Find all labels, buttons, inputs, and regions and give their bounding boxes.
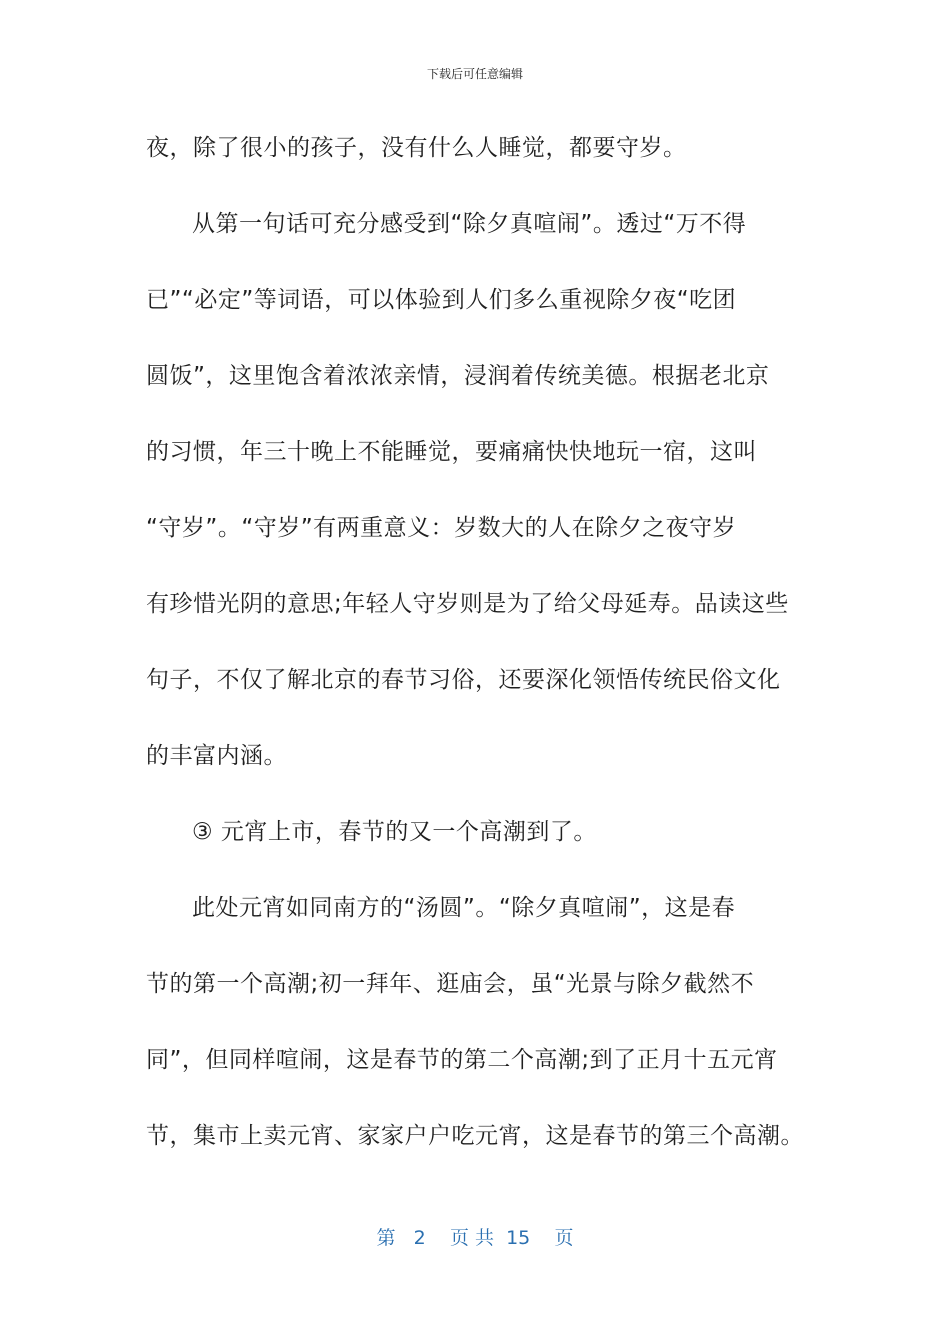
text-line: 圆饭”，这里饱含着浓浓亲情，浸润着传统美德。根据老北京 — [146, 363, 770, 389]
text-line: 同”，但同样喧闹，这是春节的第二个高潮;到了正月十五元宵 — [146, 1047, 778, 1073]
text-line: 夜，除了很小的孩子，没有什么人睡觉，都要守岁。 — [146, 135, 687, 161]
text-line: 有珍惜光阴的意思;年轻人守岁则是为了给父母延寿。品读这些 — [146, 591, 789, 617]
text-line: “守岁”。“守岁”有两重意义：岁数大的人在除夕之夜守岁 — [146, 515, 737, 541]
text-line: 节，集市上卖元宵、家家户户吃元宵，这是春节的第三个高潮。 — [146, 1123, 804, 1149]
text-line: 的习惯，年三十晚上不能睡觉，要痛痛快快地玩一宿，这叫 — [146, 439, 757, 465]
current-page-number: 2 — [413, 1227, 426, 1249]
page-header: 下载后可任意编辑 — [426, 67, 523, 81]
text-line: 的丰富内涵。 — [146, 743, 287, 769]
document-body — [146, 110, 806, 1174]
total-pages-number: 15 — [506, 1227, 531, 1249]
footer-middle: 页 共 — [449, 1227, 494, 1249]
text-line: 句子，不仅了解北京的春节习俗，还要深化领悟传统民俗文化 — [146, 667, 781, 693]
section-heading-line: ③ 元宵上市，春节的又一个高潮到了。 — [192, 819, 597, 845]
paragraph-start-line: 从第一句话可充分感受到“除夕真喧闹”。透过“万不得 — [192, 211, 747, 237]
footer-suffix: 页 — [554, 1227, 574, 1249]
page-footer — [0, 1226, 950, 1250]
paragraph-start-line: 此处元宵如同南方的“汤圆”。“除夕真喧闹”，这是春 — [192, 895, 736, 921]
text-line: 已”“必定”等词语，可以体验到人们多么重视除夕夜“吃团 — [146, 287, 737, 313]
text-line: 节的第一个高潮;初一拜年、逛庙会，虽“光景与除夕截然不 — [146, 971, 755, 997]
footer-prefix: 第 — [376, 1227, 396, 1249]
